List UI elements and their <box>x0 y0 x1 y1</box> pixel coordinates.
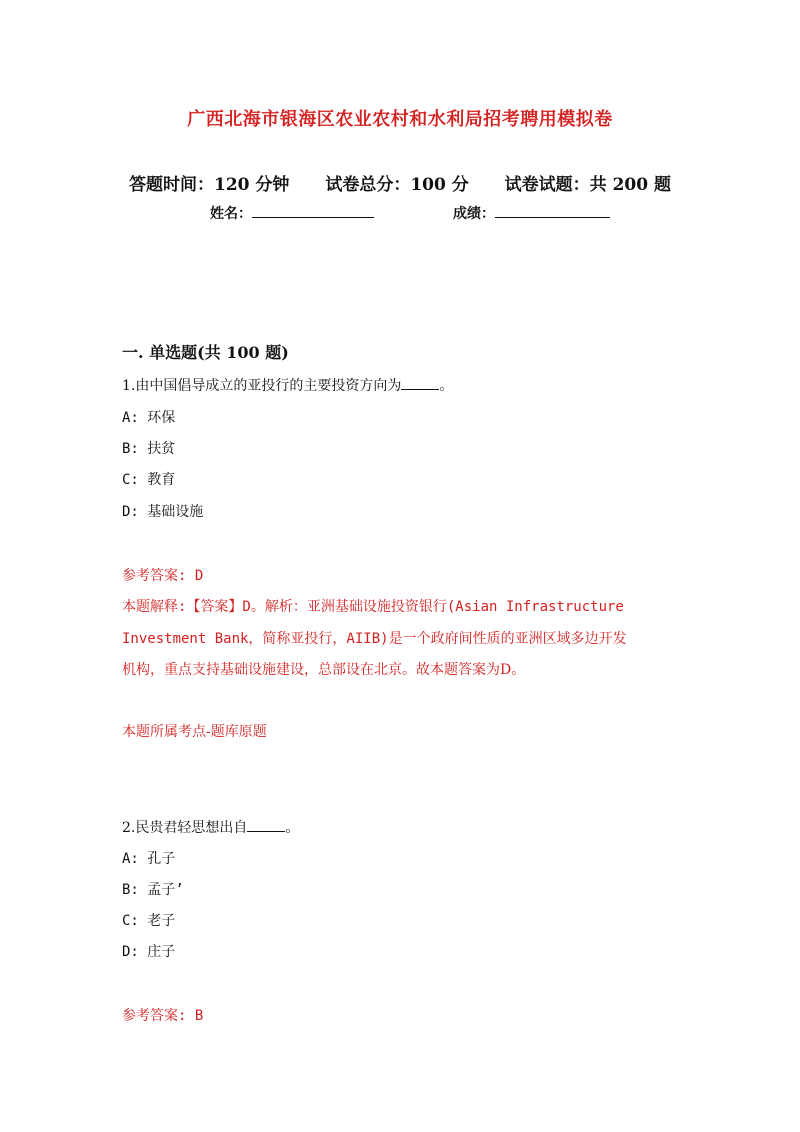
score-field <box>453 203 610 223</box>
question-1-blank <box>401 377 439 390</box>
question-2-end: 。 <box>285 820 300 836</box>
name-label: 姓名： <box>210 206 252 222</box>
section-title: 一. 单选题(共 100 题) <box>122 343 289 362</box>
question-2-option-d: D: 庄子 <box>122 944 176 960</box>
question-1-answer: 参考答案: D <box>122 568 204 584</box>
question-1-option-d: D: 基础设施 <box>122 504 204 520</box>
question-1-option-a: A: 环保 <box>122 410 176 426</box>
question-2-option-b: B: 孟子’ <box>122 882 184 898</box>
question-2-stem <box>122 817 299 837</box>
question-1-end: 。 <box>439 378 454 394</box>
question-1-option-b: B: 扶贫 <box>122 441 176 457</box>
question-1-explanation-line2: Investment Bank，简称亚投行，AIIB)是一个政府间性质的亚洲区域多边开发 <box>122 631 627 647</box>
question-2-answer: 参考答案: B <box>122 1008 204 1024</box>
name-field <box>210 203 374 223</box>
question-2-text: 2.民贵君轻思想出自 <box>122 820 248 836</box>
question-2-option-c: C: 老子 <box>122 913 176 929</box>
question-1-text: 1.由中国倡导成立的亚投行的主要投资方向为 <box>122 378 402 394</box>
exam-meta <box>0 170 800 195</box>
question-1-stem <box>122 375 453 395</box>
exam-time: 答题时间：120 分钟 <box>129 175 290 195</box>
exam-title: 广西北海市银海区农业农村和水利局招考聘用模拟卷 <box>187 109 613 130</box>
question-2-blank <box>247 819 285 832</box>
question-1-explanation-line1: 本题解释:【答案】D。解析：亚洲基础设施投资银行(Asian Infrastructure <box>122 599 624 615</box>
exam-total-score: 试卷总分：100 分 <box>325 175 469 195</box>
question-1-explanation-line3: 机构，重点支持基础设施建设，总部设在北京。故本题答案为D。 <box>122 662 526 678</box>
exam-question-count: 试卷试题：共 200 题 <box>504 175 671 195</box>
score-blank[interactable] <box>495 203 610 218</box>
name-blank[interactable] <box>252 203 374 218</box>
question-1-option-c: C: 教育 <box>122 472 176 488</box>
question-1-topic: 本题所属考点-题库原题 <box>122 724 267 740</box>
score-label: 成绩： <box>453 206 495 222</box>
question-2-option-a: A: 孔子 <box>122 851 176 867</box>
